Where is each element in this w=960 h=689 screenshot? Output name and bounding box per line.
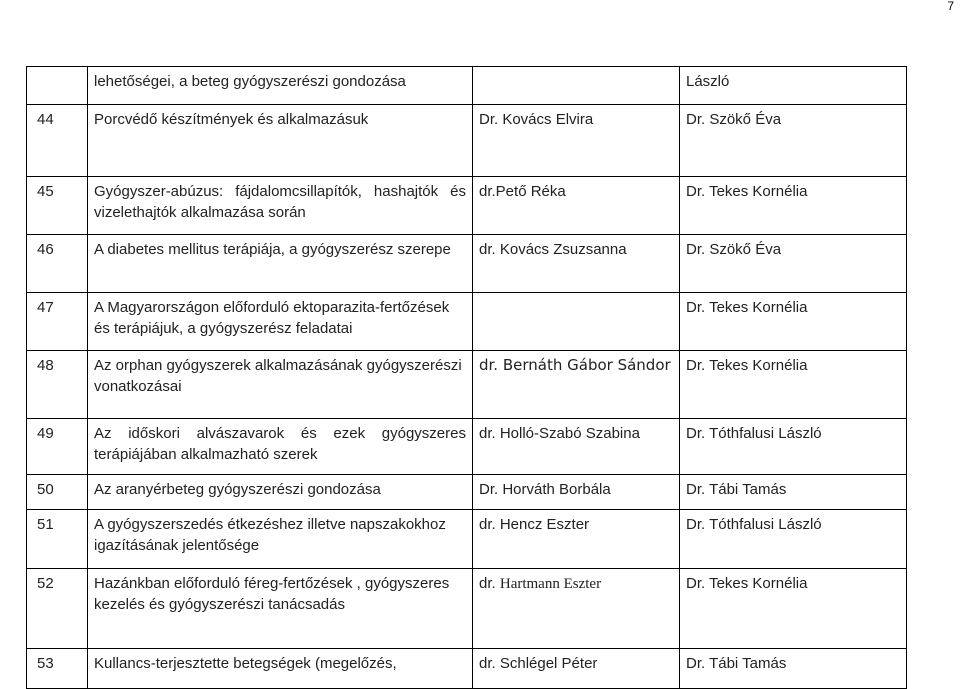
table-row [27, 419, 907, 475]
topic-supervisor: Dr. Szökő Éva [680, 105, 907, 177]
table-row [27, 510, 907, 569]
table-row [27, 351, 907, 419]
topic-title: Az aranyérbeteg gyógyszerészi gondozása [88, 475, 473, 510]
table-row [27, 105, 907, 177]
page-number: 7 [947, 0, 954, 13]
topic-title: A Magyarországon előforduló ektoparazita-fertőzések és terápiájuk, a gyógyszerész feladatai [88, 293, 473, 351]
advisor-name: Hartmann Eszter [499, 576, 602, 592]
topic-title: A diabetes mellitus terápiája, a gyógyszerész szerepe [88, 235, 473, 293]
topic-title: lehetőségei, a beteg gyógyszerészi gondozása [88, 67, 473, 105]
topic-advisor: Dr. Horváth Borbála [473, 475, 680, 510]
topic-advisor: dr. Schlégel Péter [473, 649, 680, 689]
topic-supervisor: Dr. Tekes Kornélia [680, 351, 907, 419]
table-row [27, 649, 907, 689]
topic-advisor: dr.Pető Réka [473, 177, 680, 235]
topic-title: A gyógyszerszedés étkezéshez illetve napszakokhoz igazításának jelentősége [88, 510, 473, 569]
topic-number: 48 [27, 351, 88, 419]
topic-advisor: dr. Hencz Eszter [473, 510, 680, 569]
topic-supervisor: Dr. Tóthfalusi László [680, 419, 907, 475]
topic-number: 52 [27, 569, 88, 649]
topic-number: 50 [27, 475, 88, 510]
topic-number: 47 [27, 293, 88, 351]
thesis-topics-table [26, 66, 907, 689]
table-row [27, 293, 907, 351]
topic-advisor [473, 569, 680, 649]
topic-title: Gyógyszer-abúzus: fájdalomcsillapítók, hashajtók és vizelethajtók alkalmazása során [88, 177, 473, 235]
topic-number: 45 [27, 177, 88, 235]
topic-number: 46 [27, 235, 88, 293]
table-row [27, 177, 907, 235]
topic-number [27, 67, 88, 105]
advisor-prefix: dr. [479, 575, 496, 592]
topic-number: 44 [27, 105, 88, 177]
topic-supervisor: Dr. Tóthfalusi László [680, 510, 907, 569]
topic-supervisor: Dr. Szökő Éva [680, 235, 907, 293]
topic-advisor [473, 67, 680, 105]
topic-supervisor: Dr. Tábi Tamás [680, 475, 907, 510]
topic-number: 49 [27, 419, 88, 475]
topic-advisor [473, 293, 680, 351]
topic-supervisor: Dr. Tekes Kornélia [680, 177, 907, 235]
table-row [27, 67, 907, 105]
topic-number: 53 [27, 649, 88, 689]
topic-advisor: Dr. Kovács Elvira [473, 105, 680, 177]
topic-title: Az orphan gyógyszerek alkalmazásának gyógyszerészi vonatkozásai [88, 351, 473, 419]
topic-supervisor: Dr. Tekes Kornélia [680, 569, 907, 649]
topic-supervisor: Dr. Tábi Tamás [680, 649, 907, 689]
table-row [27, 569, 907, 649]
topic-title: Hazánkban előforduló féreg-fertőzések , gyógyszeres kezelés és gyógyszerészi tanácsadás [88, 569, 473, 649]
table-row [27, 475, 907, 510]
topic-advisor: dr. Kovács Zsuzsanna [473, 235, 680, 293]
topic-title: Porcvédő készítmények és alkalmazásuk [88, 105, 473, 177]
topic-supervisor: Dr. Tekes Kornélia [680, 293, 907, 351]
topic-title: Az időskori alvászavarok és ezek gyógyszeres terápiájában alkalmazható szerek [88, 419, 473, 475]
topic-supervisor: László [680, 67, 907, 105]
table-row [27, 235, 907, 293]
topic-advisor: dr. Holló-Szabó Szabina [473, 419, 680, 475]
topic-title: Kullancs-terjesztette betegségek (megelőzés, [88, 649, 473, 689]
topic-number: 51 [27, 510, 88, 569]
topic-advisor: dr. Bernáth Gábor Sándor [473, 351, 680, 419]
